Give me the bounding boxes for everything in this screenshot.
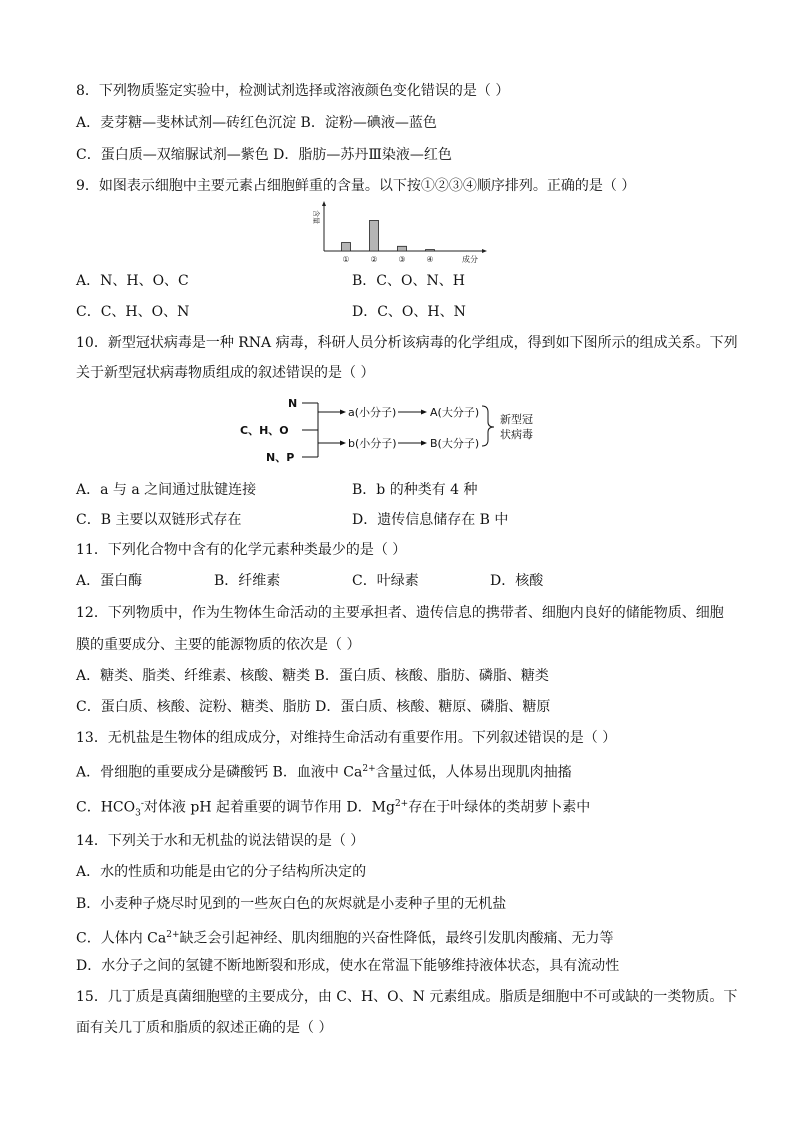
tick-label-1: ① xyxy=(342,255,350,264)
element-n: N xyxy=(288,397,298,410)
q13-c-sub: 3 xyxy=(135,808,141,819)
q8-options-cd: C．蛋白质—双缩脲试剂—紫色 D．脂肪—苏丹Ⅲ染液—红色 xyxy=(76,147,452,163)
q10-stem-line2: 关于新型冠状病毒物质组成的叙述错误的是（ ） xyxy=(76,365,375,381)
q12-stem-line1: 12．下列物质中，作为生物体生命活动的主要承担者、遗传信息的携带者、细胞内良好的储能物质、细胞 xyxy=(76,605,724,621)
q11-option-c: C．叶绿素 xyxy=(352,573,419,589)
q13-c-sup: - xyxy=(140,799,144,809)
b-big-molecule: B(大分子) xyxy=(430,437,480,450)
q12-options-ab: A．糖类、脂类、纤维素、核酸、糖类 B．蛋白质、核酸、脂肪、磷脂、糖类 xyxy=(76,668,549,684)
chart-xlabel: 成分 xyxy=(462,255,478,264)
q12-stem-line2: 膜的重要成分、主要的能源物质的依次是（ ） xyxy=(76,637,361,653)
q10-option-b: B．b 的种类有 4 种 xyxy=(352,482,478,498)
q10-composition-diagram xyxy=(238,393,568,467)
a-big-molecule: A(大分子) xyxy=(430,406,480,419)
element-np: N、P xyxy=(266,451,295,464)
q10-option-d: D．遗传信息储存在 B 中 xyxy=(352,512,509,528)
q10-option-c: C．B 主要以双链形式存在 xyxy=(76,512,242,528)
bar-3 xyxy=(398,246,407,251)
q9-option-d: D．C、O、H、N xyxy=(352,304,466,320)
q13-d-sup: 2+ xyxy=(394,799,409,809)
q13-stem: 13．无机盐是生物体的组成成分，对维持生命活动有重要作用。下列叙述错误的是（ ） xyxy=(76,730,617,746)
x-axis-arrow xyxy=(482,249,487,253)
virus-label-2: 状病毒 xyxy=(500,428,533,441)
q8-stem: 8．下列物质鉴定实验中，检测试剂选择或溶液颜色变化错误的是（ ） xyxy=(76,83,510,99)
q15-stem-line2: 面有关几丁质和脂质的叙述正确的是（ ） xyxy=(76,1020,333,1036)
q14-option-a: A．水的性质和功能是由它的分子结构所决定的 xyxy=(76,864,367,880)
q13-options-ab xyxy=(76,760,572,782)
q9-option-b: B．C、O、N、H xyxy=(352,273,465,289)
q9-bar-chart xyxy=(304,198,494,264)
q14-option-b: B．小麦种子烧尽时见到的一些灰白色的灰烬就是小麦种子里的无机盐 xyxy=(76,896,507,912)
q9-option-c: C．C、H、O、N xyxy=(76,304,190,320)
q14-c-post: 缺乏会引起神经、肌肉细胞的兴奋性降低，最终引发肌肉酸痛、无力等 xyxy=(179,930,614,947)
b-small-molecule: b(小分子) xyxy=(348,437,397,450)
q11-option-b: B．纤维素 xyxy=(214,573,281,589)
q13-d-post: 存在于叶绿体的类胡萝卜素中 xyxy=(408,799,591,816)
q15-stem-line1: 15．几丁质是真菌细胞壁的主要成分，由 C、H、O、N 元素组成。脂质是细胞中不可或缺的一类物质。下 xyxy=(76,989,738,1005)
y-axis-arrow xyxy=(322,201,326,206)
q9-option-a: A．N、H、O、C xyxy=(76,273,189,289)
q12-options-cd: C．蛋白质、核酸、淀粉、糖类、脂肪 D．蛋白质、核酸、糖原、磷脂、糖原 xyxy=(76,699,551,715)
q14-option-c xyxy=(76,926,614,948)
q11-stem: 11．下列化合物中含有的化学元素种类最少的是（ ） xyxy=(76,542,407,558)
q8-options-ab: A．麦芽糖—斐林试剂—砖红色沉淀 B．淀粉—碘液—蓝色 xyxy=(76,115,437,131)
q14-stem: 14．下列关于水和无机盐的说法错误的是（ ） xyxy=(76,833,365,849)
q13-ab-sup: 2+ xyxy=(362,764,376,774)
virus-label-1: 新型冠 xyxy=(500,413,533,426)
bar-1 xyxy=(342,243,351,251)
element-cho: C、H、O xyxy=(240,424,289,437)
q13-ab-pre: A．骨细胞的重要成分是磷酸钙 B．血液中 Ca xyxy=(76,764,363,781)
q13-options-cd xyxy=(76,795,590,822)
q14-c-pre: C．人体内 Ca xyxy=(76,930,167,947)
a-small-molecule: a(小分子) xyxy=(348,406,397,419)
q14-option-d: D．水分子之间的氢键不断地断裂和形成，使水在常温下能够维持液体状态，具有流动性 xyxy=(76,958,620,974)
bar-2 xyxy=(370,220,379,251)
q13-c-post: 对体液 pH 起着重要的调节作用 D．Mg xyxy=(143,799,395,816)
q14-c-sup: 2+ xyxy=(166,930,180,940)
tick-label-4: ④ xyxy=(426,255,434,264)
q10-option-a: A．a 与 a 之间通过肽键连接 xyxy=(76,482,257,498)
q11-option-a: A．蛋白酶 xyxy=(76,573,143,589)
q10-stem-line1: 10．新型冠状病毒是一种 RNA 病毒，科研人员分析该病毒的化学组成，得到如下图所示的组成关系。下列 xyxy=(76,335,738,351)
q9-stem: 9．如图表示细胞中主要元素占细胞鲜重的含量。以下按①②③④顺序排列。正确的是（ ） xyxy=(76,178,636,194)
q13-c-pre: C．HCO xyxy=(76,799,136,816)
chart-ylabel: 含量 xyxy=(312,210,320,224)
q11-option-d: D．核酸 xyxy=(490,573,544,589)
q13-ab-post: 含量过低，人体易出现肌肉抽搐 xyxy=(375,764,572,781)
tick-label-2: ② xyxy=(370,255,378,264)
bar-4 xyxy=(426,250,435,251)
tick-label-3: ③ xyxy=(398,255,406,264)
virus-brace xyxy=(482,406,494,446)
